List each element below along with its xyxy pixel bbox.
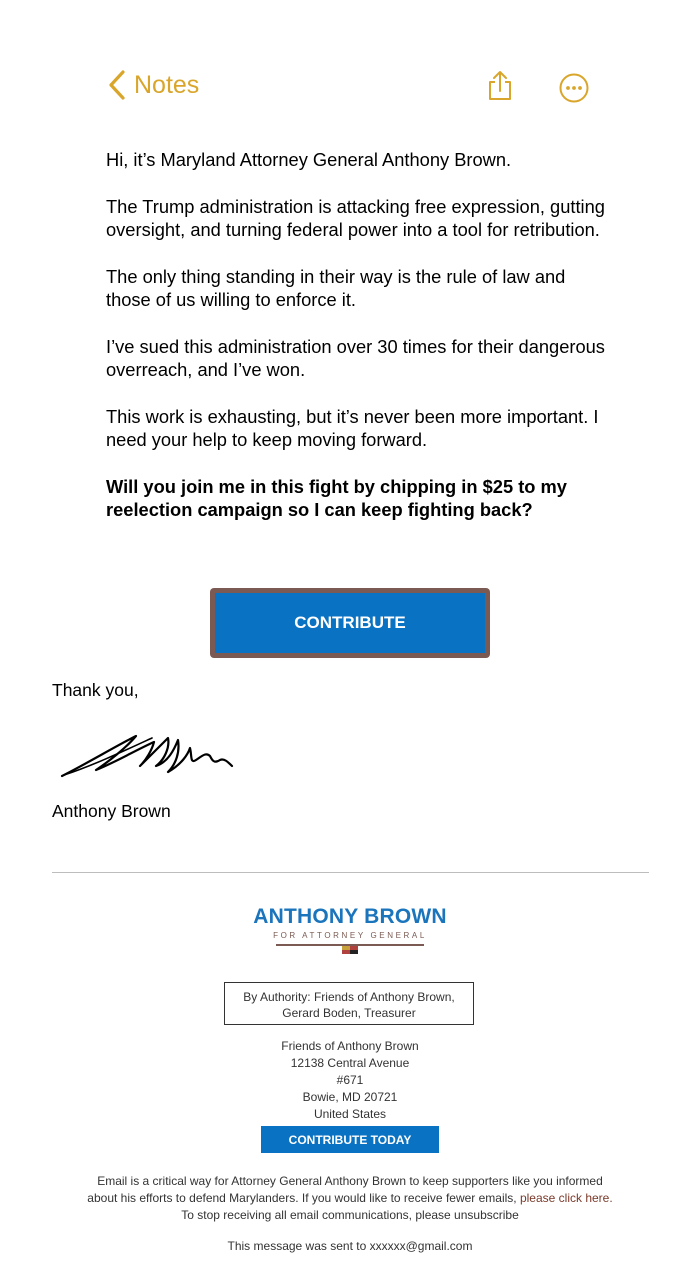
address-line: Bowie, MD 20721 [302, 1090, 398, 1104]
more-options-button[interactable] [558, 72, 590, 109]
unsubscribe-line[interactable]: To stop receiving all email communications, please unsubscribe [181, 1208, 519, 1222]
sent-to-notice [150, 1239, 550, 1253]
contribute-today-button[interactable]: CONTRIBUTE TODAY [261, 1126, 439, 1153]
signature-drawing [56, 726, 236, 782]
paragraph-1: The Trump administration is attacking free expression, gutting oversight, and turning federal power into a tool for retribution. [106, 196, 605, 240]
signer-name: Anthony Brown [52, 801, 171, 821]
logo-rule [250, 941, 450, 957]
back-button[interactable] [108, 70, 199, 100]
paid-for-disclaimer [224, 982, 474, 1025]
address-line: #671 [336, 1073, 364, 1087]
paragraph-2: The only thing standing in their way is the rule of law and those of us willing to enforce it. [106, 266, 566, 310]
paragraph-4: This work is exhausting, but it’s never been more important. I need your help to keep moving forward. [106, 406, 599, 450]
email-footnote [60, 1173, 640, 1224]
sent-to-prefix: This message was sent to [227, 1239, 367, 1253]
maryland-flag-icon [250, 941, 450, 957]
footnote-line-1: Email is a critical way for Attorney General Anthony Brown to keep supporters like you informed [97, 1174, 603, 1188]
contribute-button[interactable]: CONTRIBUTE [215, 593, 485, 653]
share-button[interactable] [486, 70, 514, 107]
footnote-line-2 [60, 1190, 640, 1207]
mailing-address [200, 1038, 500, 1123]
donation-ask: Will you join me in this fight by chipping in $25 to my reelection campaign so I can keep fighting back? [106, 476, 567, 520]
greeting: Hi, it’s Maryland Attorney General Anthony Brown. [106, 149, 512, 170]
footer-divider [52, 872, 649, 873]
logo-subtitle: FOR ATTORNEY GENERAL [273, 931, 427, 940]
back-label: Notes [134, 70, 200, 99]
authority-line-2: Gerard Boden, Treasurer [282, 1006, 416, 1020]
campaign-logo [250, 905, 450, 957]
email-body [106, 148, 606, 545]
contribute-button-frame [210, 588, 490, 658]
recipient-email: xxxxxx@gmail.com [369, 1239, 473, 1253]
more-icon [558, 72, 590, 104]
address-line: 12138 Central Avenue [290, 1056, 410, 1070]
address-line: United States [313, 1107, 387, 1121]
paragraph-3: I’ve sued this administration over 30 times for their dangerous overreach, and I’ve won. [106, 336, 605, 380]
fewer-emails-link[interactable]: please click here. [519, 1191, 613, 1205]
footnote-line-2-text: about his efforts to defend Marylanders. If you would like to receive fewer emails, [87, 1191, 517, 1205]
address-line: Friends of Anthony Brown [281, 1039, 419, 1053]
chevron-left-icon [108, 70, 126, 100]
authority-line-1: By Authority: Friends of Anthony Brown, [243, 990, 455, 1004]
signature [56, 726, 236, 787]
share-icon [486, 70, 514, 102]
notes-toolbar [0, 0, 700, 130]
closing-thanks: Thank you, [52, 680, 139, 700]
logo-name: ANTHONY BROWN [253, 905, 447, 928]
